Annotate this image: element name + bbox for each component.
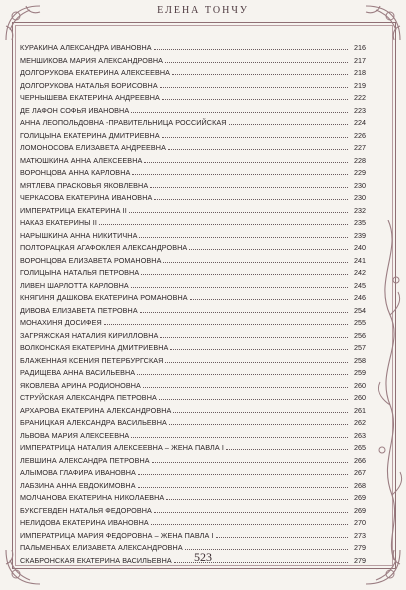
toc-leader-dots xyxy=(160,80,348,88)
toc-entry xyxy=(20,67,366,80)
toc-entry-title: ИМПЕРАТРИЦА ЕКАТЕРИНА II xyxy=(20,205,127,215)
toc-entry-title: ЧЕРКАСОВА ЕКАТЕРИНА ИВАНОВНА xyxy=(20,193,153,202)
toc-leader-dots xyxy=(159,392,348,400)
toc-entry xyxy=(20,230,366,243)
floral-ornament-icon xyxy=(368,220,406,560)
toc-entry-page: 245 xyxy=(354,280,366,290)
toc-entry-page: 256 xyxy=(354,330,366,340)
toc-entry xyxy=(20,317,366,330)
toc-entry-page: 279 xyxy=(354,555,366,565)
toc-entry xyxy=(20,530,366,543)
toc-entry-page: 260 xyxy=(354,393,366,402)
toc-leader-dots xyxy=(132,167,348,175)
toc-leader-dots xyxy=(139,230,348,238)
toc-leader-dots xyxy=(169,417,348,425)
toc-entry xyxy=(20,392,366,405)
toc-entry xyxy=(20,55,366,68)
toc-entry-page: 258 xyxy=(354,355,366,365)
toc-leader-dots xyxy=(143,380,348,388)
toc-entry-page: 246 xyxy=(354,293,366,302)
toc-leader-dots xyxy=(154,192,348,200)
toc-entry-title: ЛЬВОВА МАРИЯ АЛЕКСЕЕВНА xyxy=(20,430,130,440)
toc-entry-title: ЛОМОНОСОВА ЕЛИЗАВЕТА АНДРЕЕВНА xyxy=(20,143,166,152)
toc-entry-title: МЕНШИКОВА МАРИЯ АЛЕКСАНДРОВНА xyxy=(20,55,164,65)
toc-entry-title: МАТЮШКИНА АННА АЛЕКСЕЕВНА xyxy=(20,155,143,165)
toc-entry-page: 279 xyxy=(354,543,366,552)
toc-leader-dots xyxy=(154,505,348,513)
toc-leader-dots xyxy=(131,105,348,113)
toc-entry-title: КНЯГИНЯ ДАШКОВА ЕКАТЕРИНА РОМАНОВНА xyxy=(20,293,188,302)
toc-entry-title: СКАБРОНСКАЯ ЕКАТЕРИНА ВАСИЛЬЕВНА xyxy=(20,555,172,565)
toc-entry xyxy=(20,455,366,468)
toc-leader-dots xyxy=(170,342,348,350)
toc-entry-title: НАКАЗ ЕКАТЕРИНЫ II xyxy=(20,218,97,227)
toc-entry xyxy=(20,430,366,443)
toc-entry-page: 270 xyxy=(354,518,366,527)
toc-leader-dots xyxy=(160,330,348,338)
toc-leader-dots xyxy=(162,92,348,100)
toc-leader-dots xyxy=(168,142,348,150)
toc-entry-title: МЯТЛЕВА ПРАСКОВЬЯ ЯКОВЛЕВНА xyxy=(20,180,149,190)
toc-leader-dots xyxy=(141,267,348,275)
toc-entry-title: ИМПЕРАТРИЦА МАРИЯ ФЕДОРОВНА – ЖЕНА ПАВЛА I xyxy=(20,530,214,540)
toc-entry-page: 269 xyxy=(354,505,366,515)
toc-entry xyxy=(20,442,366,455)
toc-entry xyxy=(20,192,366,205)
toc-entry xyxy=(20,505,366,518)
toc-entry-title: ГОЛИЦЫНА НАТАЛЬЯ ПЕТРОВНА xyxy=(20,268,140,277)
toc-entry-title: БУКСГЕВДЕН НАТАЛЬЯ ФЕДОРОВНА xyxy=(20,505,152,515)
toc-leader-dots xyxy=(165,355,348,363)
toc-entry-page: 263 xyxy=(354,430,366,440)
toc-entry-title: АЛЫМОВА ГЛАФИРА ИВАНОВНА xyxy=(20,468,136,477)
toc-entry-page: 219 xyxy=(354,80,366,90)
toc-entry-title: ЛИВЕН ШАРЛОТТА КАРЛОВНА xyxy=(20,280,129,290)
toc-entry xyxy=(20,80,366,93)
toc-entry-page: 229 xyxy=(354,168,366,177)
toc-entry-page: 262 xyxy=(354,418,366,427)
toc-entry-page: 273 xyxy=(354,530,366,540)
toc-entry xyxy=(20,117,366,130)
toc-entry xyxy=(20,417,366,430)
toc-entry-page: 267 xyxy=(354,468,366,477)
toc-leader-dots xyxy=(138,467,348,475)
toc-entry-page: 241 xyxy=(354,255,366,265)
toc-entry-page: 222 xyxy=(354,93,366,102)
toc-leader-dots xyxy=(99,217,348,225)
toc-entry-title: ДОЛГОРУКОВА НАТАЛЬЯ БОРИСОВНА xyxy=(20,80,158,90)
toc-entry-page: 239 xyxy=(354,230,366,240)
toc-entry-title: СТРУЙСКАЯ АЛЕКСАНДРА ПЕТРОВНА xyxy=(20,393,157,402)
toc-entry-page: 227 xyxy=(354,143,366,152)
toc-entry xyxy=(20,267,366,280)
toc-entry-page: 265 xyxy=(354,443,366,452)
toc-entry-title: АРХАРОВА ЕКАТЕРИНА АЛЕКСАНДРОВНА xyxy=(20,405,172,415)
toc-leader-dots xyxy=(138,480,348,488)
toc-leader-dots xyxy=(216,530,348,538)
toc-entry xyxy=(20,167,366,180)
toc-entry xyxy=(20,217,366,230)
toc-entry xyxy=(20,492,366,505)
toc-entry-page: 259 xyxy=(354,368,366,377)
toc-leader-dots xyxy=(163,255,348,263)
toc-entry-title: ПАЛЬМЕНБАХ ЕЛИЗАВЕТА АЛЕКСАНДРОВНА xyxy=(20,543,183,552)
toc-leader-dots xyxy=(166,492,348,500)
toc-entry-title: ВОРОНЦОВА АННА КАРЛОВНА xyxy=(20,168,131,177)
toc-entry-page: 230 xyxy=(354,180,366,190)
toc-leader-dots xyxy=(172,67,348,75)
toc-leader-dots xyxy=(173,405,348,413)
toc-entry xyxy=(20,305,366,318)
toc-entry-page: 232 xyxy=(354,205,366,215)
toc-entry-page: 216 xyxy=(354,43,366,52)
toc-leader-dots xyxy=(226,442,348,450)
toc-entry xyxy=(20,405,366,418)
toc-entry xyxy=(20,330,366,343)
toc-entry-title: БРАНИЦКАЯ АЛЕКСАНДРА ВАСИЛЬЕВНА xyxy=(20,418,167,427)
toc-leader-dots xyxy=(150,180,348,188)
toc-entry-title: ЛЕВШИНА АЛЕКСАНДРА ПЕТРОВНА xyxy=(20,455,150,465)
toc-entry-page: 223 xyxy=(354,105,366,115)
toc-entry-page: 266 xyxy=(354,455,366,465)
toc-leader-dots xyxy=(162,130,348,138)
toc-leader-dots xyxy=(229,117,348,125)
toc-leader-dots xyxy=(140,305,348,313)
toc-entry-page: 257 xyxy=(354,343,366,352)
toc-entry-page: 224 xyxy=(354,118,366,127)
toc-entry-title: ДИВОВА ЕЛИЗАВЕТА ПЕТРОВНА xyxy=(20,305,138,315)
toc-entry xyxy=(20,92,366,105)
toc-entry-title: ИМПЕРАТРИЦА НАТАЛИЯ АЛЕКСЕЕВНА – ЖЕНА ПАВЛА I xyxy=(20,443,224,452)
toc-leader-dots xyxy=(190,292,348,300)
toc-entry xyxy=(20,280,366,293)
page-number: 523 xyxy=(194,550,212,564)
toc-entry-page: 268 xyxy=(354,480,366,490)
toc-entry-title: ПОЛТОРАЦКАЯ АГАФОКЛЕЯ АЛЕКСАНДРОВНА xyxy=(20,243,188,252)
toc-entry-title: НАРЫШКИНА АННА НИКИТИЧНА xyxy=(20,230,138,240)
toc-entry-title: ЯКОВЛЕВА АРИНА РОДИОНОВНА xyxy=(20,380,141,390)
toc-entry-page: 242 xyxy=(354,268,366,277)
toc-entry-page: 261 xyxy=(354,405,366,415)
toc-entry-title: КУРАКИНА АЛЕКСАНДРА ИВАНОВНА xyxy=(20,43,152,52)
toc-leader-dots xyxy=(131,430,348,438)
toc-entry-page: 218 xyxy=(354,68,366,77)
toc-entry xyxy=(20,105,366,118)
toc-entry-title: АННА ЛЕОПОЛЬДОВНА -ПРАВИТЕЛЬНИЦА РОССИЙСКАЯ xyxy=(20,118,227,127)
toc-entry xyxy=(20,355,366,368)
toc-leader-dots xyxy=(131,280,348,288)
toc-entry xyxy=(20,130,366,143)
running-header: ЕЛЕНА ТОНЧУ xyxy=(157,5,249,16)
toc-entry-title: ВОЛКОНСКАЯ ЕКАТЕРИНА ДМИТРИЕВНА xyxy=(20,343,169,352)
toc-entry xyxy=(20,480,366,493)
toc-entry-page: 235 xyxy=(354,218,366,227)
toc-entry-page: 255 xyxy=(354,318,366,327)
toc-entry-title: ДЕ ЛАФОН СОФЬЯ ИВАНОВНА xyxy=(20,105,130,115)
toc-entry-title: ЗАГРЯЖСКАЯ НАТАЛИЯ КИРИЛЛОВНА xyxy=(20,330,159,340)
toc-leader-dots xyxy=(165,55,348,63)
table-of-contents xyxy=(20,42,366,567)
toc-entry xyxy=(20,292,366,305)
toc-leader-dots xyxy=(104,317,348,325)
toc-entry-page: 240 xyxy=(354,243,366,252)
toc-entry-page: 269 xyxy=(354,493,366,502)
toc-entry-title: ГОЛИЦЫНА ЕКАТЕРИНА ДМИТРИЕВНА xyxy=(20,130,160,140)
toc-entry xyxy=(20,467,366,480)
toc-entry-page: 230 xyxy=(354,193,366,202)
toc-entry xyxy=(20,380,366,393)
toc-leader-dots xyxy=(189,242,348,250)
toc-entry-page: 226 xyxy=(354,130,366,140)
toc-entry xyxy=(20,155,366,168)
toc-leader-dots xyxy=(151,517,348,525)
toc-entry xyxy=(20,42,366,55)
toc-entry-page: 260 xyxy=(354,380,366,390)
toc-entry-title: РАДИЩЕВА АННА ВАСИЛЬЕВНА xyxy=(20,368,136,377)
toc-entry-title: БЛАЖЕННАЯ КСЕНИЯ ПЕТЕРБУРГСКАЯ xyxy=(20,355,164,365)
toc-leader-dots xyxy=(154,42,348,50)
toc-entry xyxy=(20,255,366,268)
toc-entry-title: ДОЛГОРУКОВА ЕКАТЕРИНА АЛЕКСЕЕВНА xyxy=(20,68,171,77)
toc-leader-dots xyxy=(152,455,348,463)
toc-entry-title: МОНАХИНЯ ДОСИФЕЯ xyxy=(20,318,102,327)
toc-entry-title: ВОРОНЦОВА ЕЛИЗАВЕТА РОМАНОВНА xyxy=(20,255,162,265)
toc-leader-dots xyxy=(137,367,348,375)
toc-entry xyxy=(20,367,366,380)
toc-entry-title: ЧЕРНЫШЕВА ЕКАТЕРИНА АНДРЕЕВНА xyxy=(20,93,160,102)
toc-leader-dots xyxy=(144,155,348,163)
toc-entry-title: НЕЛИДОВА ЕКАТЕРИНА ИВАНОВНА xyxy=(20,518,149,527)
toc-entry-title: МОЛЧАНОВА ЕКАТЕРИНА НИКОЛАЕВНА xyxy=(20,493,165,502)
toc-entry xyxy=(20,242,366,255)
toc-entry-title: ЛАБЗИНА АННА ЕВДОКИМОВНА xyxy=(20,480,136,490)
toc-leader-dots xyxy=(129,205,348,213)
toc-entry-page: 228 xyxy=(354,155,366,165)
toc-entry xyxy=(20,142,366,155)
toc-entry xyxy=(20,205,366,218)
toc-entry-page: 254 xyxy=(354,305,366,315)
toc-entry xyxy=(20,342,366,355)
toc-entry xyxy=(20,180,366,193)
toc-entry-page: 217 xyxy=(354,55,366,65)
toc-leader-dots xyxy=(185,542,348,550)
toc-entry xyxy=(20,517,366,530)
